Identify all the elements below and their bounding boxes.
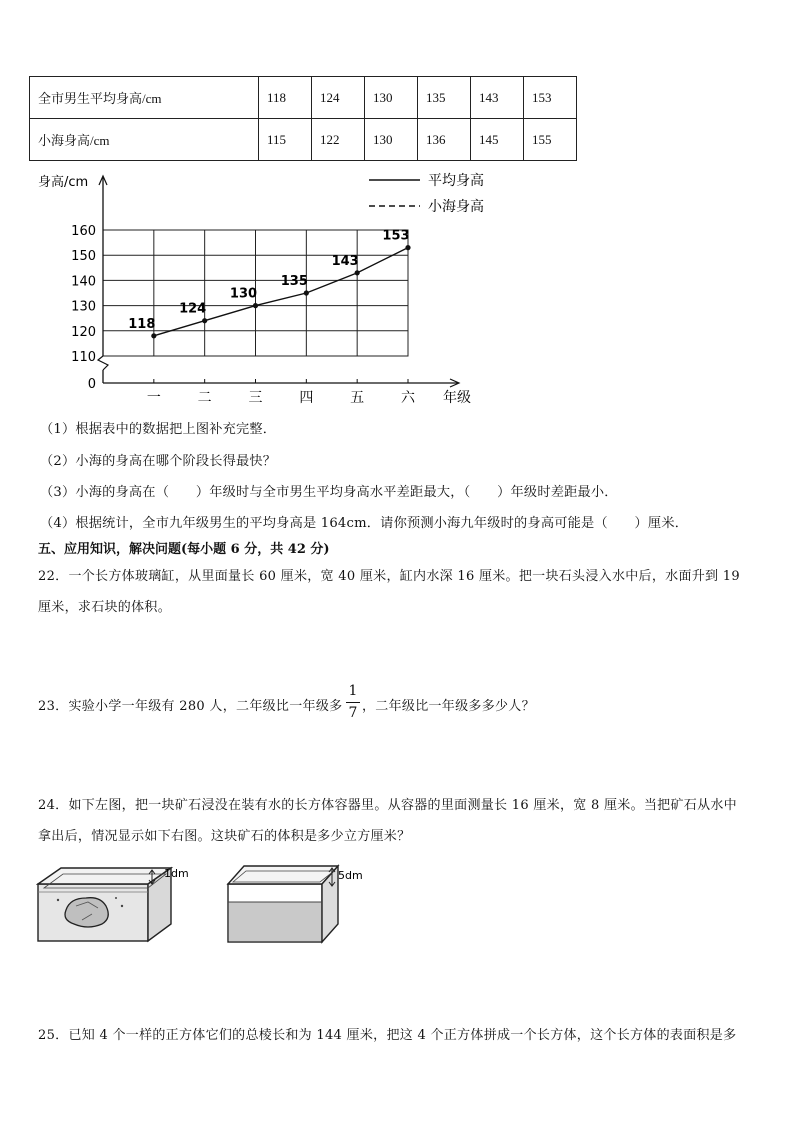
axis-break-icon [98, 356, 108, 370]
table-cell: 全市男生平均身高/cm [30, 77, 259, 119]
data-point [151, 333, 156, 338]
table-cell: 155 [524, 119, 577, 161]
table-cell: 143 [471, 77, 524, 119]
chart-legend [369, 172, 484, 215]
table-cell: 130 [365, 119, 418, 161]
y-tick-label: 110 [71, 350, 96, 365]
problem-23-text-before: 23．实验小学一年级有 280 人，二年级比一年级多 [38, 699, 343, 714]
x-axis-label: 年级 [443, 390, 471, 406]
data-point [202, 318, 207, 323]
problem-23-text-after: ，二年级比一年级多多少人？ [362, 699, 535, 714]
fraction-denominator: 7 [348, 705, 358, 721]
series-line-0 [154, 248, 408, 336]
question-4: （4）根据统计，全市九年级男生的平均身高是 164cm．请你预测小海九年级时的身高可能是（ ）厘米． [40, 516, 689, 531]
legend-label: 平均身高 [428, 173, 484, 189]
container-figures [36, 862, 381, 944]
table-cell: 122 [312, 119, 365, 161]
y-tick-label: 150 [71, 249, 96, 265]
height-table [29, 76, 577, 161]
x-tick-label: 六 [401, 390, 415, 406]
x-tick-label: 三 [248, 390, 263, 406]
question-3: （3）小海的身高在（ ）年级时与全市男生平均身高水平差距最大，（ ）年级时差距最小． [40, 485, 618, 500]
chart-ticks [71, 224, 416, 406]
table-cell: 小海身高/cm [30, 119, 259, 161]
question-1: （1）根据表中的数据把上图补充完整． [40, 422, 277, 437]
y-tick-label: 120 [71, 324, 96, 340]
table-cell: 136 [418, 119, 471, 161]
table-row [30, 119, 577, 161]
data-point [405, 245, 410, 250]
table-cell: 135 [418, 77, 471, 119]
x-tick-label: 一 [146, 390, 161, 406]
x-tick-label: 五 [350, 390, 365, 406]
data-point [304, 290, 309, 295]
data-label: 118 [128, 316, 156, 332]
x-tick-label: 四 [299, 390, 314, 406]
table-cell: 145 [471, 119, 524, 161]
table-cell: 115 [259, 119, 312, 161]
data-label: 153 [382, 228, 410, 244]
table-row [30, 77, 577, 119]
problem-24-line1: 24．如下左图，把一块矿石浸没在装有水的长方体容器里。从容器的里面测量长 16 厘米，宽 8 厘米。当把矿石从水中 [38, 798, 737, 813]
x-tick-label: 二 [197, 390, 212, 406]
data-label: 143 [331, 253, 359, 269]
fig-left-label: 1dm [164, 867, 189, 880]
y-axis-label: 身高/cm [38, 175, 89, 190]
question-2: （2）小海的身高在哪个阶段长得最快？ [40, 454, 277, 469]
legend-label: 小海身高 [428, 199, 484, 215]
y-tick-label: 130 [71, 299, 96, 315]
fraction-bar [346, 702, 360, 703]
chart-series [128, 229, 410, 339]
y-tick-label: 140 [71, 274, 96, 290]
table-cell: 130 [365, 77, 418, 119]
y-tick-label: 160 [71, 224, 96, 239]
problem-22-line2: 厘米，求石块的体积。 [38, 600, 172, 615]
table-cell: 124 [312, 77, 365, 119]
section-title: 五、应用知识，解决问题(每小题 6 分，共 42 分) [38, 542, 330, 557]
problem-24-line2: 拿出后，情况显示如下右图。这块矿石的体积是多少立方厘米？ [38, 829, 411, 844]
data-label: 135 [280, 274, 308, 289]
table-cell: 118 [259, 77, 312, 119]
y-tick-label: 0 [87, 377, 96, 392]
data-point [355, 270, 360, 275]
fraction-numerator: 1 [348, 683, 358, 699]
right-container-figure [228, 866, 363, 942]
data-label: 130 [229, 286, 258, 302]
problem-25-line1: 25．已知 4 个一样的正方体它们的总棱长和为 144 厘米，把这 4 个正方体拼成一个长方体，这个长方体的表面积是多 [38, 1028, 737, 1043]
data-point [253, 303, 258, 308]
table-cell: 153 [524, 77, 577, 119]
fig-right-label: 5dm [338, 869, 363, 882]
height-line-chart [0, 165, 520, 410]
left-container-figure [38, 867, 189, 941]
problem-22-line1: 22．一个长方体玻璃缸，从里面量长 60 厘米，宽 40 厘米，缸内水深 16 厘米。把一块石头浸入水中后，水面升到 19 [38, 569, 740, 584]
data-label: 124 [179, 301, 207, 317]
